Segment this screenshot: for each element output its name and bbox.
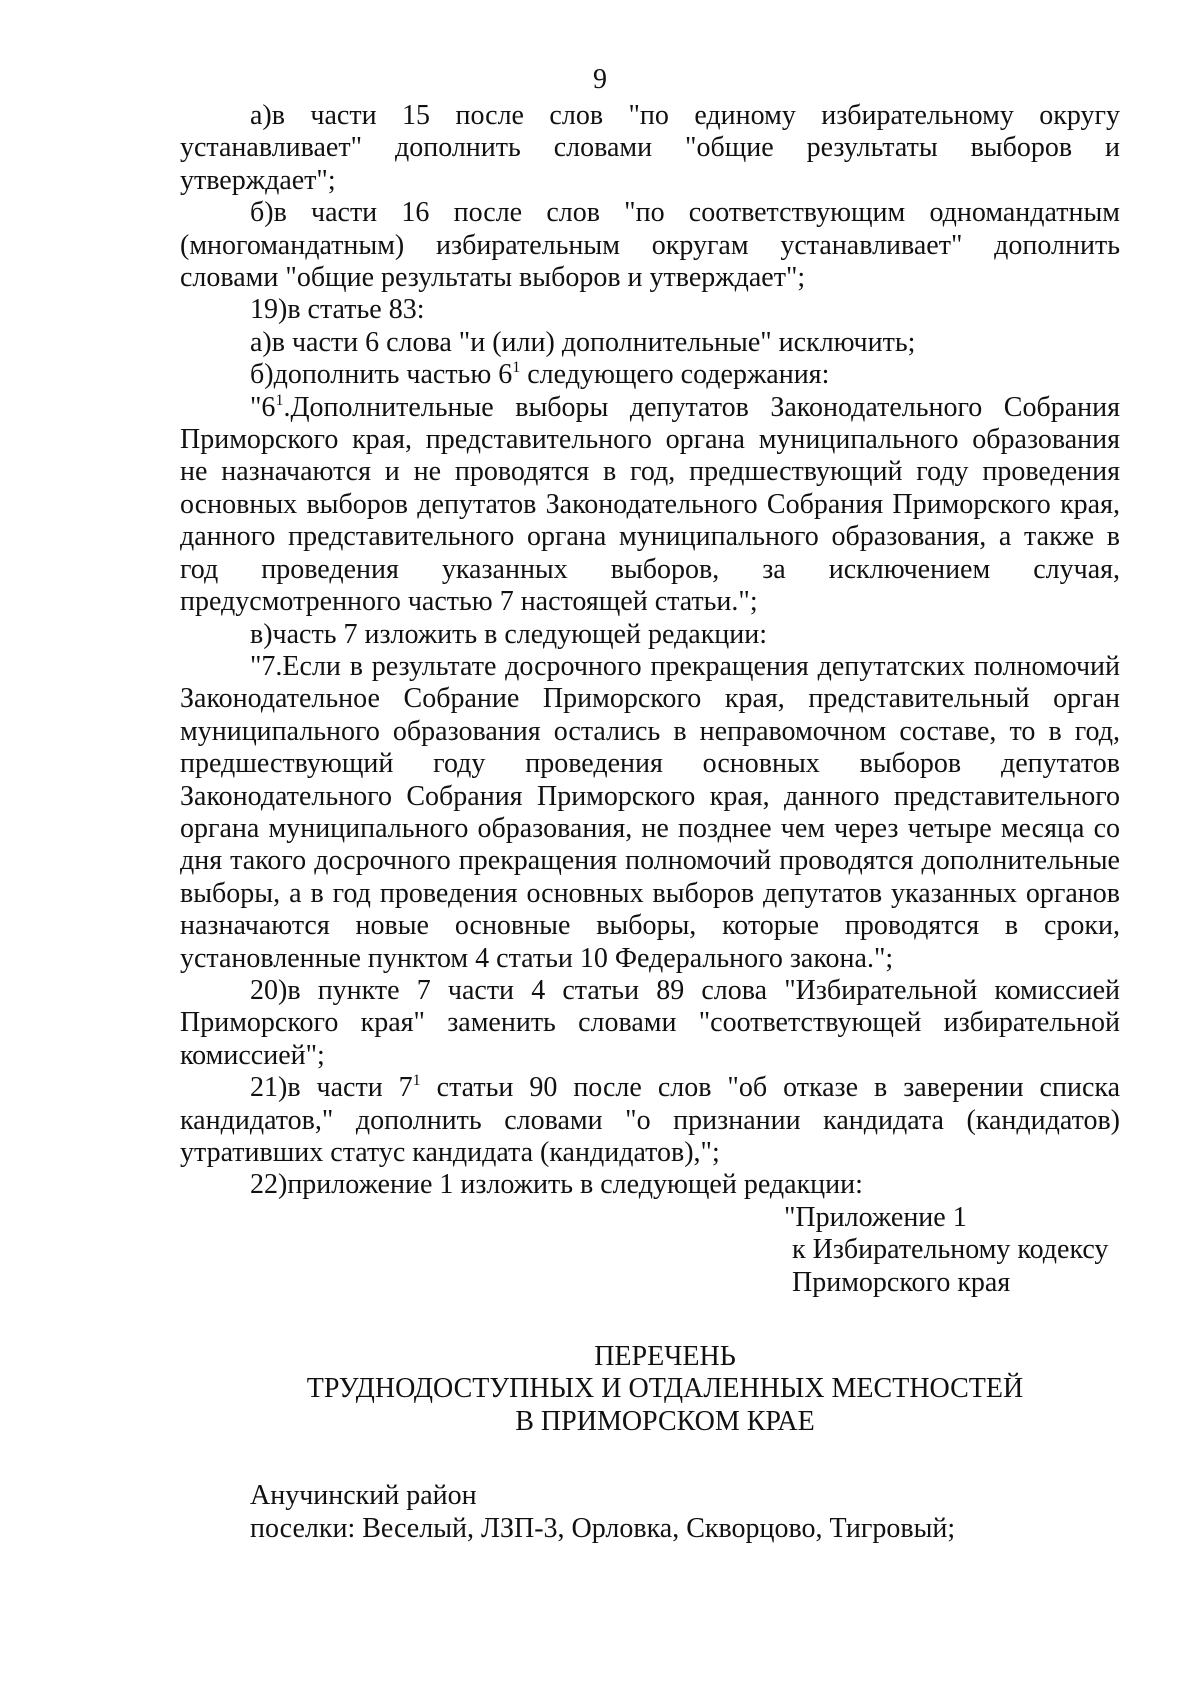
appendix-title [180, 1341, 1120, 1438]
text-segment: статьи 90 после слов "об отказе в заверении списка кандидатов," дополнить словами "о признании кандидата (кандидатов) утративших статус кандидата (кандидатов),"; [180, 1072, 1120, 1168]
text-segment: "6 [250, 391, 276, 423]
text-segment: следующего содержания: [520, 359, 830, 391]
paragraph-part-15-amendment: а)в части 15 после слов "по единому избирательному округу устанавливает" дополнить словами "общие результаты выборов и утверждает"; [180, 100, 1120, 196]
appendix-reference-line: к Избирательному кодексу [792, 1234, 1109, 1266]
district-entry [180, 1480, 1120, 1545]
paragraph-part-6-amendment: а)в части 6 слова "и (или) дополнительные" исключить; [250, 326, 916, 358]
district-settlements: поселки: Веселый, ЛЗП-3, Орловка, Скворцово, Тигровый; [250, 1512, 956, 1544]
text-segment: .Дополнительные выборы депутатов Законодательного Собрания Приморского края, представительного органа муниципального образования не назначаются и не проводятся в год, предшествующий году проведения основных выборов депутатов Законодательного Собрания Приморского края, данного представительного органа муниципального образования, а также в год проведения указанных выборов, за исключением случая, предусмотренного частью 7 настоящей статьи."; [180, 391, 1120, 618]
title-line: ТРУДНОДОСТУПНЫХ И ОТДАЛЕННЫХ МЕСТНОСТЕЙ [306, 1373, 1024, 1405]
paragraph-part-16-amendment: б)в части 16 после слов "по соответствующим одномандатным (многомандатным) избирательным округам устанавливает" дополнить словами "общие результаты выборов и утверждает"; [180, 197, 1120, 294]
superscript: 1 [412, 1072, 421, 1090]
appendix-reference-line: "Приложение 1 [784, 1201, 967, 1233]
paragraph-add-part-6-1 [180, 359, 1120, 391]
district-name: Анучинский район [250, 1480, 477, 1512]
superscript: 1 [512, 359, 521, 377]
paragraph-article-83-heading: 19)в статье 83: [250, 294, 425, 326]
appendix-reference-line: Приморского края [792, 1266, 1011, 1298]
paragraph-item-21 [180, 1072, 1120, 1169]
paragraph-part-7-text: "7.Если в результате досрочного прекращения депутатских полномочий Законодательное Собрание Приморского края, представительный орган муниципального образования остались в неправомочном составе, то в год, предшествующий году проведения основных выборов депутатов Законодательного Собрания Приморского края, данного представительного органа муниципального образования, не позднее чем через четыре месяца со дня такого досрочного прекращения полномочий проводятся дополнительные выборы, а в год проведения основных выборов депутатов указанных органов назначаются новые основные выборы, которые проводятся в сроки, установленные пунктом 4 статьи 10 Федерального закона."; [180, 650, 1120, 974]
text-segment: 21)в части 7 [250, 1072, 413, 1104]
superscript: 1 [275, 391, 284, 409]
title-line: В ПРИМОРСКОМ КРАЕ [515, 1405, 815, 1437]
paragraph-part-6-1-text [180, 392, 1120, 619]
paragraph-item-22: 22)приложение 1 изложить в следующей редакции: [250, 1169, 863, 1201]
page-number: 9 [593, 64, 607, 95]
paragraph-part-7-heading: в)часть 7 изложить в следующей редакции: [250, 618, 768, 650]
text-segment: б)дополнить частью 6 [250, 359, 513, 391]
title-line: ПЕРЕЧЕНЬ [594, 1341, 736, 1373]
paragraph-item-20: 20)в пункте 7 части 4 статьи 89 слова "Избирательной комиссией Приморского края" заменить словами "соответствующей избирательной комиссией"; [180, 974, 1120, 1071]
appendix-reference [784, 1202, 1120, 1299]
document-body [180, 100, 1120, 1545]
